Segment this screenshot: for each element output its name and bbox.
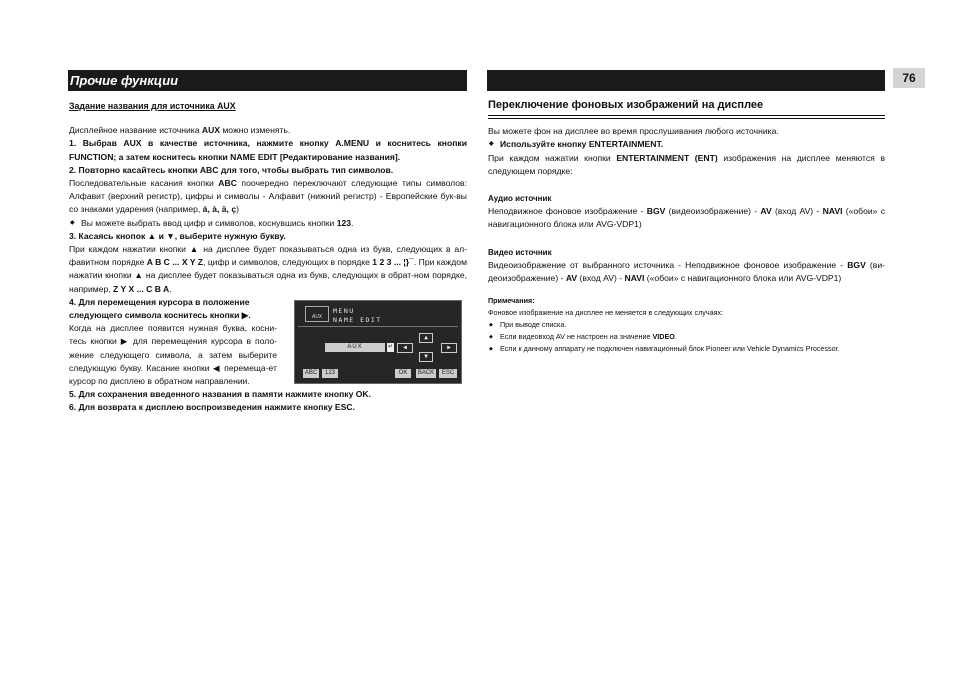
cursor-icon: ↵ [387, 344, 394, 350]
section-title: Прочие функции [70, 73, 179, 88]
down-arrow-button[interactable]: ▼ [419, 352, 433, 362]
right-arrow-button[interactable]: ▶ [441, 343, 457, 353]
note-3: ◆ Если к данному аппарату не подключен навигационный блок Pioneer или Vehicle Dynamics Processor. [488, 343, 885, 355]
right-section-header [487, 70, 885, 91]
notes [488, 295, 885, 355]
aux-logo: AUX [305, 306, 329, 322]
name-field[interactable]: AUX [325, 343, 385, 352]
note-2: ◆ Если видеовход AV не настроен на значение VIDEO. [488, 331, 885, 343]
step-6: 6. Для возврата к дисплею воспроизведения нажмите кнопку ESC. [69, 402, 355, 413]
right-column [488, 99, 885, 355]
menu-label: MENU [333, 307, 355, 315]
step-3-text: При каждом нажатии кнопки ▲ на дисплее будет показываться одна из букв, следующих в ал-фавитном порядке A B C ... X Y Z, цифр и символов, следующих в порядке 1 2 3 ... ¦}¯. При каждом нажатии кнопки ▲ на дисплее будет показываться одна из букв, следующих в обрат-ном порядке, например, Z Y X ... C B A. [69, 244, 467, 294]
num-123-button[interactable]: 123 [322, 369, 338, 378]
left-section-header [68, 70, 467, 91]
esc-button[interactable]: ESC [439, 369, 457, 378]
audio-text: Неподвижное фоновое изображение - BGV (видеоизображение) - AV (вход AV) - NAVI («обои» с навигационного блока или AVG-VDP1) [488, 206, 885, 230]
page-number: 76 [893, 68, 925, 88]
step-4-text: Когда на дисплее появится нужная буква, косни-тесь кнопки ▶ для перемещения курсора в поло-жение следующего символа, а затем выберите следующую букву. Касание кнопки ◀ перемеща-ет курсор по дисплею в обратном направлении. [69, 323, 277, 387]
right-title: Переключение фоновых изображений на дисплее [488, 99, 764, 111]
step-3: 3. Касаясь кнопок ▲ и ▼, выберите нужную букву. [69, 230, 286, 241]
ok-button[interactable]: OK [395, 369, 411, 378]
name-edit-label: NAME EDIT [333, 316, 382, 324]
abc-button[interactable]: ABC [304, 370, 318, 376]
up-arrow-button[interactable]: ▲ [419, 333, 433, 343]
step-1: 1. Выбрав AUX в качестве источника, нажмите кнопку A.MENU и коснитесь кнопки FUNCTION; а затем коснитесь кнопки NAME EDIT [Редактирование названия]. [69, 138, 467, 162]
right-intro: Вы можете фон на дисплее во время прослушивания любого источника. [488, 126, 779, 137]
step-5: 5. Для сохранения введенного названия в памяти нажмите кнопку OK. [69, 389, 372, 400]
video-text: Видеоизображение от выбранного источника - Неподвижное фоновое изображение - BGV (ви-деоизображение) - AV (вход AV) - NAVI («обои» с навигационного блока или AVG-VDP1) [488, 259, 885, 284]
subsection-title: Задание названия для источника AUX [69, 101, 236, 111]
back-button[interactable]: BACK [417, 370, 435, 376]
intro-paragraph: Дисплейное название источника AUX можно изменять. [69, 125, 291, 136]
notes-intro: Фоновое изображение на дисплее не меняется в следующих случаях: [488, 308, 724, 318]
notes-title: Примечания: [488, 296, 535, 306]
step-2-text: Последовательные касания кнопки ABC поочередно переключают следующие типы символов: Алфавит (верхний регистр), цифры и символы - Алфавит (нижний регистр) - Европейские бук-вы со знаками ударения (например, á, à, ä, ç) [69, 178, 468, 215]
audio-title: Аудио источник [488, 194, 552, 204]
step-4: 4. Для перемещения курсора в положение следующего символа коснитесь кнопки ▶. [69, 296, 251, 321]
right-bullet: ◆ Используйте кнопку ENTERTAINMENT. [488, 138, 885, 151]
name-edit-display [294, 300, 462, 384]
video-title: Видео источник [488, 247, 552, 257]
left-arrow-button[interactable]: ◀ [397, 343, 413, 353]
right-order-text: При каждом нажатии кнопки ENTERTAINMENT (ENT) изображения на дисплее меняются в следующем порядке: [488, 152, 886, 176]
title-rule [488, 115, 885, 119]
note-1: ◆ При выводе списка. [488, 319, 885, 331]
step-2: 2. Повторно касайтесь кнопки ABC для того, чтобы выбрать тип символов. [69, 164, 394, 175]
divider [298, 326, 458, 327]
bullet-123: ◆ Вы можете выбрать ввод цифр и символов, коснувшись кнопки 123. [69, 217, 467, 230]
